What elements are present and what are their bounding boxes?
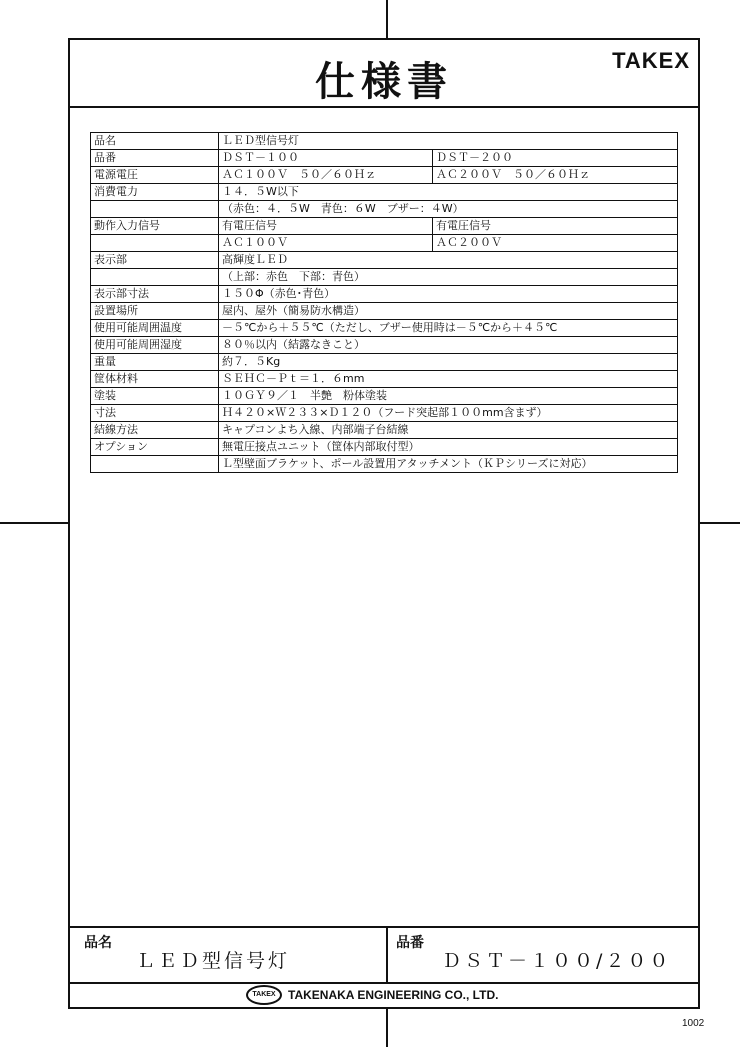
- spec-row: [91, 269, 678, 286]
- spec-value-dst100: ＡＣ１００Ｖ ５０／６０Ｈｚ: [219, 167, 433, 184]
- spec-row: [91, 320, 678, 337]
- crop-mark-left: [0, 522, 68, 524]
- spec-label: オプション: [91, 439, 219, 456]
- spec-value: ８０％以内（結露なきこと）: [219, 337, 678, 354]
- spec-label: 電源電圧: [91, 167, 219, 184]
- product-name-value: ＬＥＤ型信号灯: [136, 950, 291, 972]
- spec-row: [91, 201, 678, 218]
- spec-label: 品番: [91, 150, 219, 167]
- spec-value: ＳＥＨＣ－Ｐｔ＝１．６mm: [219, 371, 678, 388]
- spec-value-dst200: ＤＳＴ－２００: [433, 150, 678, 167]
- crop-mark-right: [700, 522, 740, 524]
- company-footer: [70, 984, 698, 1009]
- spec-row: [91, 422, 678, 439]
- spec-label: 塗装: [91, 388, 219, 405]
- spec-row: [91, 405, 678, 422]
- spec-row: [91, 371, 678, 388]
- spec-value: １０ＧＹ９／１ 半艶 粉体塗装: [219, 388, 678, 405]
- spec-label: 寸法: [91, 405, 219, 422]
- spec-row: [91, 150, 678, 167]
- title-block-divider: [386, 928, 388, 982]
- spec-value: ＬＥＤ型信号灯: [219, 133, 678, 150]
- spec-table: [90, 132, 678, 473]
- product-number-value: ＤＳＴ－１００/２００: [442, 950, 672, 972]
- spec-label: [91, 456, 219, 473]
- title-block: [70, 926, 698, 984]
- spec-value: （赤色：４．５W 青色：６W ブザー：４W）: [219, 201, 678, 218]
- spec-row: [91, 388, 678, 405]
- spec-label: [91, 269, 219, 286]
- spec-label: 使用可能周囲湿度: [91, 337, 219, 354]
- spec-row: [91, 286, 678, 303]
- spec-value: キャプコンよち入線、内部端子台結線: [219, 422, 678, 439]
- spec-label: 動作入力信号: [91, 218, 219, 235]
- spec-value-dst100: ＡＣ１００Ｖ: [219, 235, 433, 252]
- spec-row: [91, 303, 678, 320]
- spec-row: [91, 235, 678, 252]
- spec-label: 表示部寸法: [91, 286, 219, 303]
- document-frame: [68, 38, 700, 1009]
- spec-value: 約７．５Kg: [219, 354, 678, 371]
- spec-label: [91, 235, 219, 252]
- page-number: 1002: [682, 1018, 705, 1029]
- spec-label: 品名: [91, 133, 219, 150]
- company-name: TAKENAKA ENGINEERING CO., LTD.: [288, 988, 499, 1002]
- spec-label: [91, 201, 219, 218]
- crop-mark-bottom: [386, 1009, 388, 1047]
- product-number-label: 品番: [396, 935, 424, 951]
- spec-value: Ｈ４２０×Ｗ２３３×Ｄ１２０（フード突起部１００mm含まず）: [219, 405, 678, 422]
- spec-value: 屋内、屋外（簡易防水構造）: [219, 303, 678, 320]
- spec-label: 設置場所: [91, 303, 219, 320]
- spec-row: [91, 252, 678, 269]
- spec-row: [91, 439, 678, 456]
- spec-label: 消費電力: [91, 184, 219, 201]
- spec-value-dst200: ＡＣ２００Ｖ: [433, 235, 678, 252]
- crop-mark-top: [386, 0, 388, 38]
- spec-value-dst200: ＡＣ２００Ｖ ５０／６０Ｈｚ: [433, 167, 678, 184]
- spec-value: 無電圧接点ユニット（筐体内部取付型）: [219, 439, 678, 456]
- brand-logo: TAKEX: [612, 48, 690, 73]
- spec-row: [91, 167, 678, 184]
- spec-value: １５０Φ（赤色･青色）: [219, 286, 678, 303]
- spec-value-dst100: 有電圧信号: [219, 218, 433, 235]
- spec-label: 使用可能周囲温度: [91, 320, 219, 337]
- spec-row: [91, 456, 678, 473]
- spec-row: [91, 218, 678, 235]
- spec-row: [91, 184, 678, 201]
- spec-row: [91, 337, 678, 354]
- spec-value: －５℃から＋５５℃（ただし、ブザー使用時は－５℃から＋４５℃: [219, 320, 678, 337]
- product-name-label: 品名: [84, 935, 112, 951]
- spec-value-dst100: ＤＳＴ－１００: [219, 150, 433, 167]
- spec-label: 重量: [91, 354, 219, 371]
- document-title: 仕様書: [315, 58, 453, 105]
- spec-value: （上部：赤色 下部：青色）: [219, 269, 678, 286]
- spec-label: 結線方法: [91, 422, 219, 439]
- title-row: [70, 40, 698, 108]
- spec-value: Ｌ型壁面ブラケット、ポール設置用アタッチメント（ＫＰシリーズに対応）: [219, 456, 678, 473]
- spec-label: 表示部: [91, 252, 219, 269]
- spec-row: [91, 133, 678, 150]
- spec-label: 筐体材料: [91, 371, 219, 388]
- spec-value: １４．５W以下: [219, 184, 678, 201]
- spec-value-dst200: 有電圧信号: [433, 218, 678, 235]
- spec-value: 高輝度ＬＥＤ: [219, 252, 678, 269]
- spec-row: [91, 354, 678, 371]
- company-logo: TAKEX: [246, 985, 282, 1005]
